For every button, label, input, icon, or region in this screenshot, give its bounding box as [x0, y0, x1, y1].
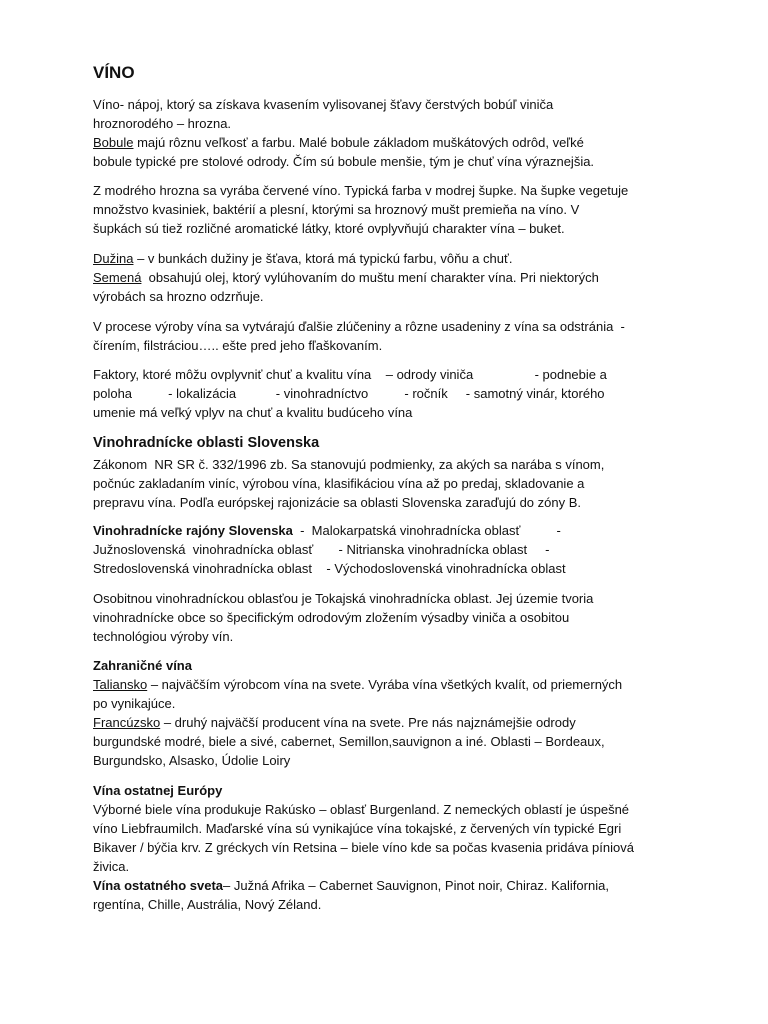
section-heading-regions: Vinohradnícke oblasti Slovenska [93, 435, 320, 451]
s2-line1: Výborné biele vína produkuje Rakúsko – oblasť Burgenland. Z nemeckých oblastí je úspešné [93, 802, 630, 817]
p5-line1: V procese výroby vína sa vytvárajú ďalšie zlúčeniny a rôzne usadeniny z vína sa odstránia - [93, 319, 625, 334]
p1-line1: Víno- nápoj, ktorý sa získava kvasením vylisovanej šťavy čerstvých bobúľ viniča [93, 97, 554, 112]
s2-heading: Vína ostatnej Európy [93, 783, 223, 798]
s1-heading: Zahraničné vína [93, 658, 192, 673]
p8-line2: Južnoslovenská vinohradnícka oblasť - Nitrianska vinohradnícka oblast - [93, 542, 550, 557]
p3-line1: Z modrého hrozna sa vyrába červené víno. Typická farba v modrej šupke. Na šupke vegetuje [93, 183, 629, 198]
p7-line1: Zákonom NR SR č. 332/1996 zb. Sa stanovujú podmienky, za akých sa narába s vínom, [93, 457, 605, 472]
p9-line1: Osobitnou vinohradníckou oblasťou je Tokajská vinohradnícka oblast. Jej územie tvoria [93, 591, 594, 606]
p6-line2: poloha - lokalizácia - vinohradníctvo - ročník - samotný vinár, ktorého [93, 386, 605, 401]
p5-line2: čírením, filstráciou….. ešte pred jeho fľaškovaním. [93, 338, 383, 353]
p9-line2: vinohradnícke obce so špecifickým odrodovým zložením výsadby viniča a osobitou [93, 610, 570, 625]
term-taliansko: Taliansko [93, 677, 148, 692]
p6-line3: umenie má veľký vplyv na chuť a kvalitu budúceho vína [93, 405, 413, 420]
term-semena: Semená [93, 270, 142, 285]
term-francuzsko: Francúzsko [93, 715, 161, 730]
s2-line4: živica. [93, 859, 130, 874]
p2-line2: bobule typické pre stolové odrody. Čím sú bobule menšie, tým je chuť vína výraznejšia. [93, 154, 595, 169]
p8-line3: Stredoslovenská vinohradnícka oblast - Východoslovenská vinohradnícka oblast [93, 561, 566, 576]
s1-line4: burgundské modré, biele a sivé, cabernet, Semillon,sauvignon a iné. Oblasti – Bordeaux, [93, 734, 605, 749]
ostatny-svet-label: Vína ostatného sveta [93, 878, 224, 893]
term-bobule: Bobule [93, 135, 134, 150]
p9-line3: technológiou výroby vín. [93, 629, 234, 644]
document-title: VÍNO [93, 63, 135, 82]
s2-line5-rest: – Južná Afrika – Cabernet Sauvignon, Pinot noir, Chiraz. Kalifornia, [223, 878, 609, 893]
p7-line3: prepravu vína. Podľa európskej rajonizácie sa oblasti Slovenska zaraďujú do zóny B. [93, 495, 582, 510]
p3-line3: šupkách sú tiež rozličné aromatické látky, ktoré ovplyvňujú charakter vína – buket. [93, 221, 565, 236]
p4-line1 [93, 249, 512, 268]
s1-line1 [93, 675, 622, 694]
p4-line1-rest: – v bunkách dužiny je šťava, ktorá má typickú farbu, vôňu a chuť. [133, 251, 513, 266]
term-duzina: Dužina [93, 251, 134, 266]
p3-line2: množstvo kvasiniek, baktérií a plesní, ktorými sa hroznový mušt premieňa na víno. V [93, 202, 580, 217]
p8-line1 [93, 521, 561, 540]
rajony-label: Vinohradnícke rajóny Slovenska [93, 523, 293, 538]
p7-line2: počnúc zakladaním viníc, výrobou vína, klasifikáciou vína až po predaj, skladovanie a [93, 476, 585, 491]
p2-line1-rest: majú rôznu veľkosť a farbu. Malé bobule základom muškátových odrôd, veľké [133, 135, 584, 150]
s1-line3 [93, 713, 576, 732]
s1-line5: Burgundsko, Alsasko, Údolie Loiry [93, 753, 291, 768]
s1-line2: po vynikajúce. [93, 696, 176, 711]
p1-line2: hroznorodého – hrozna. [93, 116, 232, 131]
p2-line1 [93, 133, 584, 152]
p4-line2-rest: obsahujú olej, ktorý vylúhovaním do muštu mení charakter vína. Pri niektorých [141, 270, 599, 285]
p8-line1-rest: - Malokarpatská vinohradnícka oblasť - [292, 523, 561, 538]
s2-line3: Bikaver / býčia krv. Z gréckych vín Retsina – biele víno kde sa počas kvasenia pridáva píniová [93, 840, 634, 855]
p4-line2 [93, 268, 599, 287]
p6-line1: Faktory, ktoré môžu ovplyvniť chuť a kvalitu vína – odrody viniča - podnebie a [93, 367, 607, 382]
s2-line2: víno Liebfraumilch. Maďarské vína sú vynikajúce vína tokajské, z červených vín typické Egri [93, 821, 622, 836]
s1-line3-rest: – druhý najväčší producent vína na svete. Pre nás najznámejšie odrody [160, 715, 576, 730]
s1-line1-rest: – najväčším výrobcom vína na svete. Vyrába vína všetkých kvalít, od priemerných [147, 677, 623, 692]
s2-line5 [93, 876, 609, 895]
s2-line6: rgentína, Chille, Austrália, Nový Zéland. [93, 897, 322, 912]
p4-line3: výrobách sa hrozno odzrňuje. [93, 289, 264, 304]
